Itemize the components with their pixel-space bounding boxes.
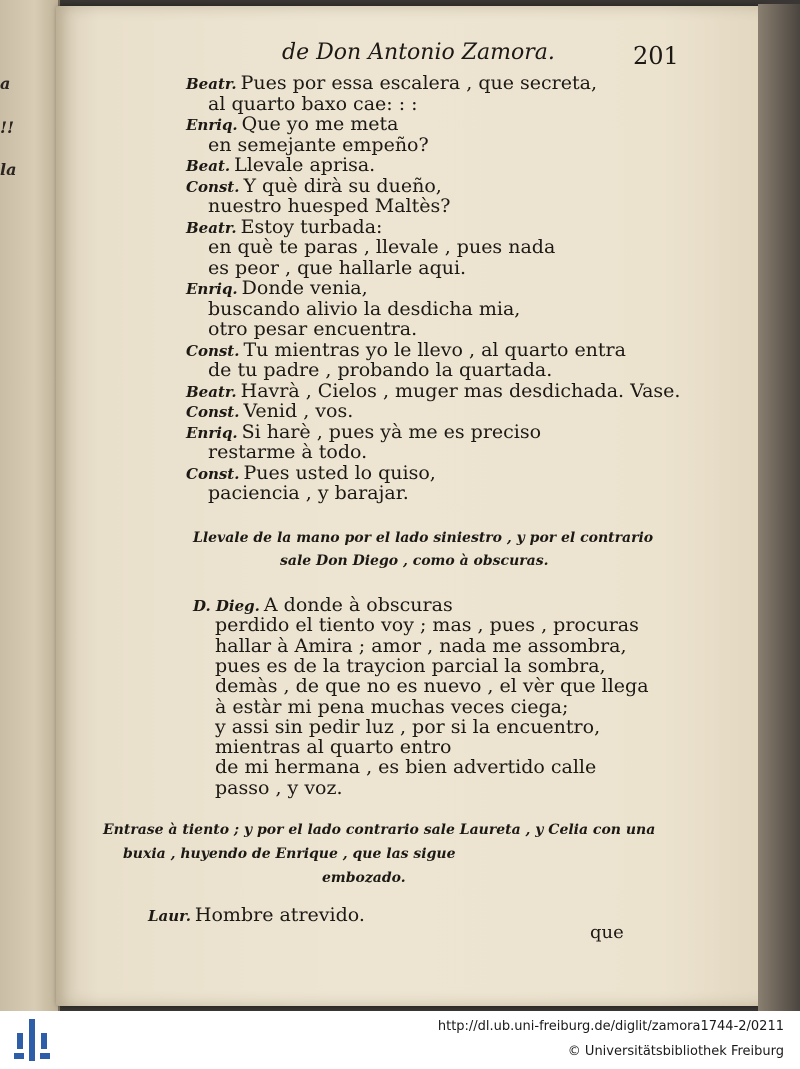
dialogue-line: [208, 318, 417, 340]
line-text: Donde venia,: [241, 277, 368, 299]
line-text: Tu mientras yo le llevo , al quarto entra: [243, 338, 626, 361]
dialogue-line: [148, 904, 365, 926]
dialogue-line: [215, 655, 606, 677]
running-title: de Don Antonio Zamora.: [282, 40, 555, 65]
line-text: Venid , vos.: [243, 400, 354, 422]
previous-page-edge: [0, 0, 60, 1011]
library-logo-icon: [14, 1019, 50, 1061]
speaker-name: Enriq.: [186, 280, 238, 298]
prev-page-fragment: la: [0, 160, 17, 179]
line-text: perdido el tiento voy ; mas , pues , procuras: [215, 614, 639, 637]
speaker-name: Const.: [186, 464, 240, 483]
line-text: paciencia , y barajar.: [208, 482, 409, 504]
line-text: demàs , de que no es nuevo , el vèr que llega: [215, 675, 649, 698]
line-text: pues es de la traycion parcial la sombra,: [215, 654, 606, 677]
line-text: otro pesar encuentra.: [208, 318, 418, 340]
line-text: à estàr mi pena muchas veces ciega;: [215, 695, 569, 718]
speaker-name: Enriq.: [186, 423, 238, 442]
dialogue-line: [186, 339, 626, 361]
line-text: en què te paras , llevale , pues nada: [208, 236, 556, 258]
line-text: passo , y voz.: [215, 776, 343, 799]
line-text: Y què dirà su dueño,: [243, 174, 442, 197]
speaker-name: D. Dieg.: [193, 597, 260, 615]
speaker-name: Enriq.: [186, 116, 238, 134]
line-text: hallar à Amira ; amor , nada me assombra,: [215, 634, 627, 657]
line-text: mientras al quarto entro: [215, 736, 452, 759]
dialogue-line: [208, 134, 429, 156]
stage-direction-line: embozado.: [322, 870, 406, 886]
line-text: y assi sin pedir luz , por si la encuentro,: [215, 715, 601, 738]
dialogue-line: [193, 594, 453, 616]
dialogue-line: [186, 462, 436, 484]
line-text: al quarto baxo cae: : :: [208, 92, 418, 115]
dialogue-line: [186, 216, 382, 238]
speaker-name: Beat.: [186, 157, 231, 175]
catchword: que: [590, 922, 624, 943]
line-text: Si harè , pues yà me es preciso: [241, 420, 542, 443]
dialogue-line: [186, 154, 375, 176]
dialogue-line: [208, 482, 409, 504]
prev-page-fragment: !!: [0, 118, 15, 137]
line-text: Estoy turbada:: [240, 215, 383, 238]
dialogue-line: [215, 716, 600, 738]
line-text: es peor , que hallarle aqui.: [208, 256, 467, 279]
dialogue-line: [186, 400, 353, 422]
dialogue-line: [208, 236, 555, 258]
stage-direction-line: Llevale de la mano por el lado siniestro , y por el contrario: [193, 530, 654, 546]
dialogue-line: [208, 257, 466, 279]
line-text: Que yo me meta: [241, 113, 399, 135]
dialogue-line: [215, 614, 639, 636]
line-text: en semejante empeño?: [208, 133, 429, 156]
line-text: buscando alivio la desdicha mia,: [208, 297, 521, 320]
prev-page-fragment: a: [0, 74, 11, 93]
dialogue-line: [208, 441, 367, 463]
dialogue-line: [215, 777, 343, 799]
stage-direction-line: sale Don Diego , como à obscuras.: [280, 553, 549, 569]
speaker-name: Const.: [186, 341, 240, 360]
dialogue-line: [186, 113, 399, 135]
dialogue-line: [208, 93, 418, 115]
line-text: Hombre atrevido.: [194, 904, 365, 926]
line-text: Llevale aprisa.: [234, 154, 376, 176]
dialogue-line: [186, 72, 597, 94]
line-text: A donde à obscuras: [263, 594, 453, 616]
line-text: nuestro huesped Maltès?: [208, 195, 451, 217]
line-text: de tu padre , probando la quartada.: [208, 359, 553, 381]
dialogue-line: [208, 359, 552, 381]
page-number: 201: [633, 42, 679, 70]
dialogue-line: [215, 696, 568, 718]
dialogue-line: [208, 298, 520, 320]
dialogue-line: [215, 675, 649, 697]
dialogue-line: [208, 195, 450, 217]
speaker-name: Beatr.: [186, 382, 237, 401]
dialogue-line: [186, 421, 541, 443]
stage-direction-line: Entrase à tiento ; y por el lado contrario sale Laureta , y Celia con una: [103, 822, 656, 838]
dialogue-line: [215, 736, 451, 758]
speaker-name: Const.: [186, 177, 240, 196]
stage-direction-line: buxia , huyendo de Enrique , que las sigue: [123, 846, 456, 862]
dialogue-line: [215, 756, 596, 778]
line-text: Pues usted lo quiso,: [243, 461, 436, 484]
speaker-name: Beatr.: [186, 75, 237, 93]
speaker-name: Beatr.: [186, 218, 237, 237]
footer-bar: [0, 1011, 800, 1069]
dialogue-line: [186, 175, 442, 197]
dialogue-line: [186, 380, 680, 402]
dialogue-line: [186, 277, 368, 299]
copyright-notice: © Universitätsbibliothek Freiburg: [567, 1044, 784, 1059]
permalink-url[interactable]: http://dl.ub.uni-freiburg.de/diglit/zamora1744-2/0211: [437, 1019, 784, 1034]
line-text: Pues por essa escalera , que secreta,: [240, 72, 597, 94]
line-text: Havrà , Cielos , muger mas desdichada. Vase.: [240, 379, 681, 402]
speaker-name: Const.: [186, 403, 240, 421]
page-edge-shadow: [758, 4, 800, 1011]
speaker-name: Laur.: [148, 907, 191, 925]
dialogue-line: [215, 635, 627, 657]
line-text: de mi hermana , es bien advertido calle: [215, 756, 597, 779]
line-text: restarme à todo.: [208, 441, 368, 463]
